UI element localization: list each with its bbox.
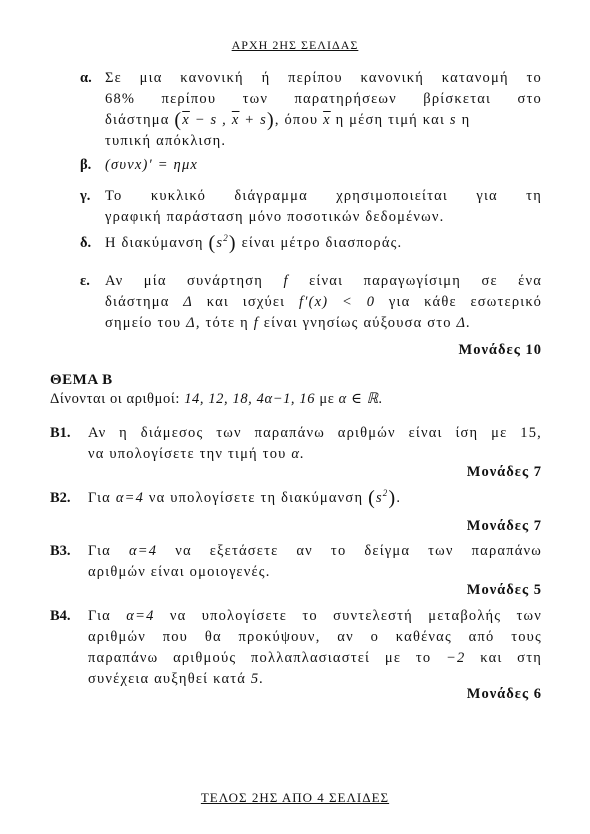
item-b1-line-2: να υπολογίσετε την τιμή του α. bbox=[88, 446, 305, 462]
theme-b-given: Δίνονται οι αριθμοί: 14, 12, 18, 4α−1, 16 με α ∈ ℝ. bbox=[50, 391, 383, 407]
item-label: Β3. bbox=[50, 543, 71, 559]
item-b2-text: Για α=4 να υπολογίσετε τη διακύμανση $(s^2)$. bbox=[88, 487, 402, 509]
item-b3-line-1: Για α=4 να εξετάσετε αν το δείγμα των παραπάνω bbox=[88, 543, 543, 559]
item-label: Β2. bbox=[50, 490, 71, 506]
units-theme-a: Μονάδες 10 bbox=[458, 342, 542, 358]
item-b4-line-2: αριθμών που θα προκύψουν, αν ο καθένας από τους bbox=[88, 629, 542, 645]
units-b2: Μονάδες 7 bbox=[466, 518, 542, 534]
item-epsilon-line-1: Αν μία συνάρτηση f είναι παραγωγίσιμη σε ένα bbox=[105, 273, 543, 289]
variance-symbol: $s^2$ bbox=[216, 233, 229, 251]
item-b3-line-2: αριθμών είναι ομοιογενές. bbox=[88, 564, 271, 580]
mean-symbol: $\overline{x}$ bbox=[323, 112, 331, 128]
item-epsilon-line-3: σημείο του Δ, τότε η f είναι γνησίως αύξουσα στο Δ. bbox=[105, 315, 472, 331]
item-gamma-line-2: γραφική παράσταση μόνο ποσοτικών δεδομένων. bbox=[105, 209, 445, 225]
item-b4-line-4: συνέχεια αυξηθεί κατά 5. bbox=[88, 671, 265, 687]
item-b1 bbox=[50, 423, 542, 465]
item-label: ε. bbox=[80, 273, 90, 289]
item-label: γ. bbox=[80, 188, 91, 204]
units-b3: Μονάδες 5 bbox=[466, 582, 542, 598]
item-label: δ. bbox=[80, 235, 92, 251]
item-b4 bbox=[50, 606, 542, 690]
item-epsilon-line-2: διάστημα Δ και ισχύει f′(x) < 0 για κάθε εσωτερικό bbox=[105, 294, 543, 310]
item-gamma-line-1: Το κυκλικό διάγραμμα χρησιμοποιείται για τη bbox=[105, 188, 542, 204]
item-label: α. bbox=[80, 70, 92, 86]
item-label: Β1. bbox=[50, 425, 71, 441]
item-b4-line-1: Για α=4 να υπολογίσετε το συντελεστή μεταβολής των bbox=[88, 608, 543, 624]
item-label: β. bbox=[80, 157, 92, 173]
interval-expression: $\overline{x} - s$ , $\overline{x} + s$ bbox=[182, 112, 267, 128]
item-b1-line-1: Αν η διάμεσος των παραπάνω αριθμών είναι ίση με 15, bbox=[88, 425, 542, 441]
stddev-symbol: s bbox=[449, 112, 457, 128]
item-delta bbox=[80, 233, 542, 254]
item-alpha-line-1: Σε μια κανονική ή περίπου κανονική κατανομή το bbox=[105, 70, 542, 86]
item-delta-text: Η διακύμανση $(s^2)$ είναι μέτρο διασποράς. bbox=[105, 232, 403, 254]
item-alpha bbox=[80, 68, 542, 152]
theme-b-title: ΘΕΜΑ Β bbox=[50, 372, 113, 388]
item-alpha-line-2: 68% περίπου των παρατηρήσεων βρίσκεται στο bbox=[105, 91, 542, 107]
page-footer: ΤΕΛΟΣ 2ΗΣ ΑΠΟ 4 ΣΕΛΙΔΕΣ bbox=[200, 790, 390, 805]
item-alpha-line-3: διάστημα ($\overline{x} - s$ , $\overline{x} + s$), όπου $\overline{x}$ η μέση τιμή και s η bbox=[105, 109, 471, 131]
units-b1: Μονάδες 7 bbox=[466, 464, 542, 480]
item-beta bbox=[80, 155, 542, 176]
units-b4: Μονάδες 6 bbox=[466, 686, 542, 702]
item-b2 bbox=[50, 488, 542, 509]
item-gamma bbox=[80, 186, 542, 228]
item-label: Β4. bbox=[50, 608, 71, 624]
item-epsilon bbox=[80, 271, 542, 334]
variance-symbol: $s^2$ bbox=[375, 488, 389, 506]
page-header: ΑΡΧΗ 2ΗΣ ΣΕΛΙΔΑΣ bbox=[231, 38, 359, 52]
item-beta-formula: (συνx)′ = ημx bbox=[105, 157, 199, 173]
item-b3 bbox=[50, 541, 542, 583]
item-b4-line-3: παραπάνω αριθμούς πολλαπλασιαστεί με το −2 και στη bbox=[88, 650, 543, 666]
item-alpha-line-4: τυπική απόκλιση. bbox=[105, 133, 227, 149]
